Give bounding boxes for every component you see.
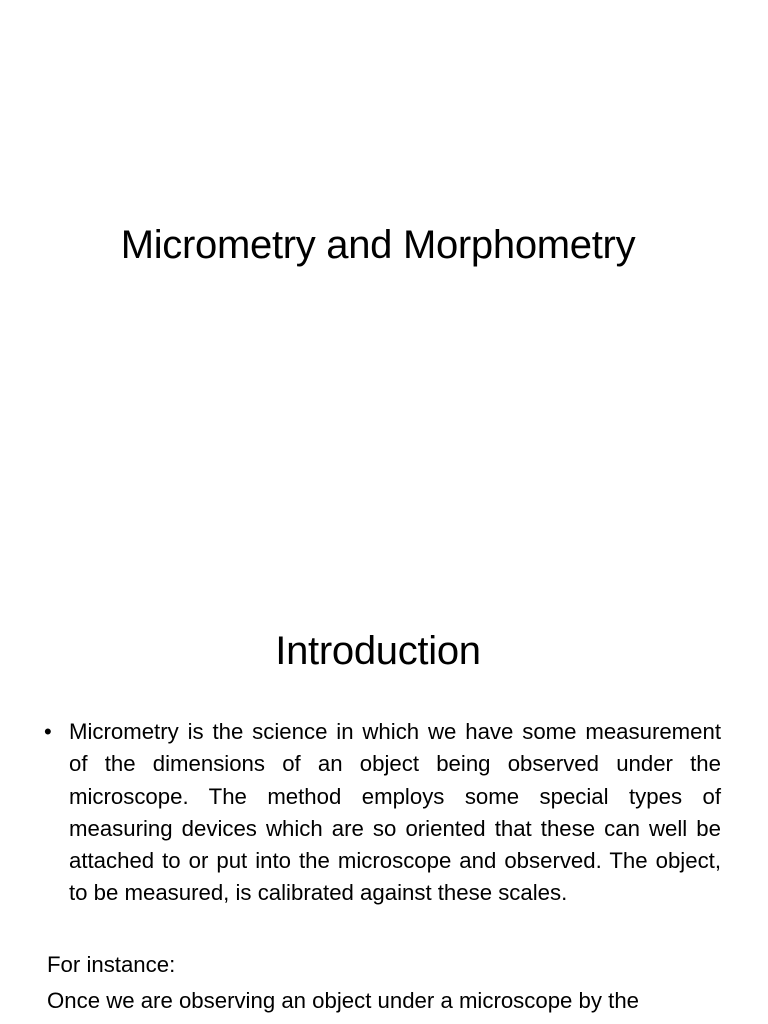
bullet-icon: • bbox=[44, 719, 52, 744]
slide-title: Micrometry and Morphometry bbox=[120, 223, 636, 267]
body-text-line: Once we are observing an object under a microscope by the bbox=[47, 988, 639, 1013]
bullet-item bbox=[44, 716, 721, 910]
for-instance-line: For instance: bbox=[47, 952, 176, 977]
section-heading-introduction: Introduction bbox=[275, 629, 481, 673]
bullet-text: Micrometry is the science in which we have some measurement of the dimensions of an object being observed under the microscope. The method employs some special types of measuring devices which are so oriented that these can well be attached to or put into the microscope and observed. The object, to be measured, is calibrated against these scales. bbox=[69, 719, 721, 906]
